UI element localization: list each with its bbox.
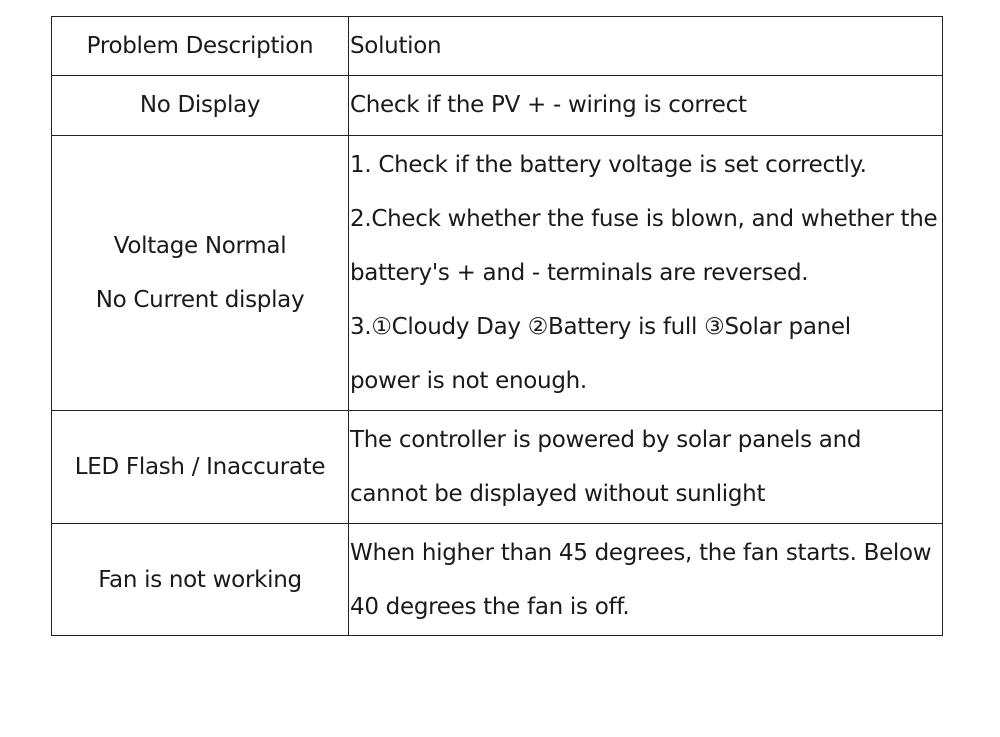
solution-text: power is not enough. [350,368,587,394]
solution-text: battery's + and - terminals are reversed. [350,260,809,286]
table-row [52,76,943,136]
problem-text: No Display [139,92,261,118]
solution-text: When higher than 45 degrees, the fan starts. Below [350,539,932,566]
solution-text: 1. Check if the battery voltage is set correctly. [350,152,867,178]
problem-text: No Current display [95,287,305,313]
problem-text: LED Flash / Inaccurate [74,454,326,480]
problem-cell [52,411,349,524]
header-solution-label: Solution [350,33,442,59]
problem-text: Fan is not working [98,566,302,593]
solution-cell [349,411,943,524]
table-header-row [52,17,943,76]
header-problem-description [52,17,349,76]
troubleshooting-table [51,16,943,636]
solution-text: 40 degrees the fan is off. [350,593,630,620]
table-row [52,524,943,636]
solution-cell [349,136,943,411]
table-row [52,136,943,411]
problem-cell [52,136,349,411]
table-row [52,411,943,524]
solution-text: cannot be displayed without sunlight [350,481,766,507]
header-solution [349,17,943,76]
solution-text: 2.Check whether the fuse is blown, and whether the [350,206,938,232]
header-problem-label: Problem Description [86,33,314,59]
problem-cell [52,524,349,636]
solution-cell [349,76,943,136]
solution-text: The controller is powered by solar panels and [350,427,862,453]
problem-cell [52,76,349,136]
solution-text: 3.①Cloudy Day ②Battery is full ③Solar panel [350,314,851,340]
solution-cell [349,524,943,636]
solution-text: Check if the PV + - wiring is correct [350,92,747,118]
problem-text: Voltage Normal [113,233,287,259]
